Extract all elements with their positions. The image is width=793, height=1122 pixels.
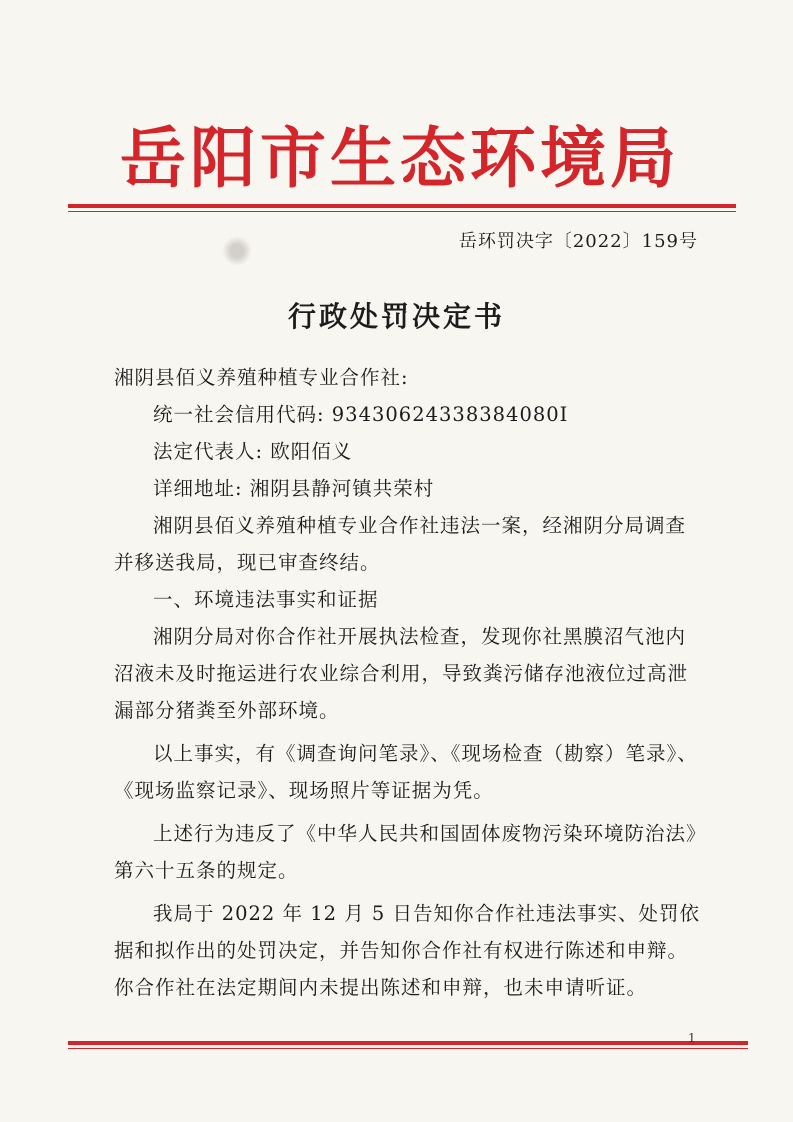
facts-paragraph: 湘阴分局对你合作社开展执法检查，发现你社黑膜沼气池内沼液未及时拖运进行农业综合利用，导致粪污储存池液位过高泄漏部分猪粪至外部环境。 — [114, 625, 689, 722]
address: 详细地址: 湘阴县静河镇共荣村 — [153, 477, 435, 500]
masthead-rule-thick — [68, 204, 736, 208]
document-number: 岳环罚决字〔2022〕159号 — [458, 231, 698, 252]
party-name: 湘阴县佰义养殖种植专业合作社: — [114, 366, 409, 389]
violation-paragraph: 上述行为违反了《中华人民共和国固体废物污染环境防治法》第六十五条的规定。 — [114, 822, 697, 882]
page-number: 1 — [688, 1031, 696, 1045]
legal-representative: 法定代表人: 欧阳佰义 — [153, 440, 353, 463]
section-heading: 一、环境违法事实和证据 — [153, 588, 379, 611]
intro-paragraph: 湘阴县佰义养殖种植专业合作社违法一案，经湘阴分局调查并移送我局，现已审查终结。 — [114, 514, 687, 574]
document-title: 行政处罚决定书 — [287, 300, 505, 333]
masthead-rule-thin — [68, 211, 736, 212]
credit-code: 统一社会信用代码: 93430624338384080I — [153, 403, 569, 426]
smudge-mark — [222, 236, 252, 266]
agency-masthead: 岳阳市生态环境局 — [120, 119, 680, 197]
document-body — [114, 359, 704, 1006]
evidence-paragraph: 以上事实，有《调查询问笔录》、《现场检查（勘察）笔录》、《现场监察记录》、现场照片等证据为凭。 — [114, 742, 698, 802]
footer-rule-thin — [68, 1048, 748, 1049]
notice-paragraph: 我局于 2022 年 12 月 5 日告知你合作社违法事实、处罚依据和拟作出的处罚决定，并告知你合作社有权进行陈述和申辩。你合作社在法定期间内未提出陈述和申辩，也未申请听证。 — [114, 902, 701, 999]
footer-rule-thick — [68, 1041, 748, 1045]
